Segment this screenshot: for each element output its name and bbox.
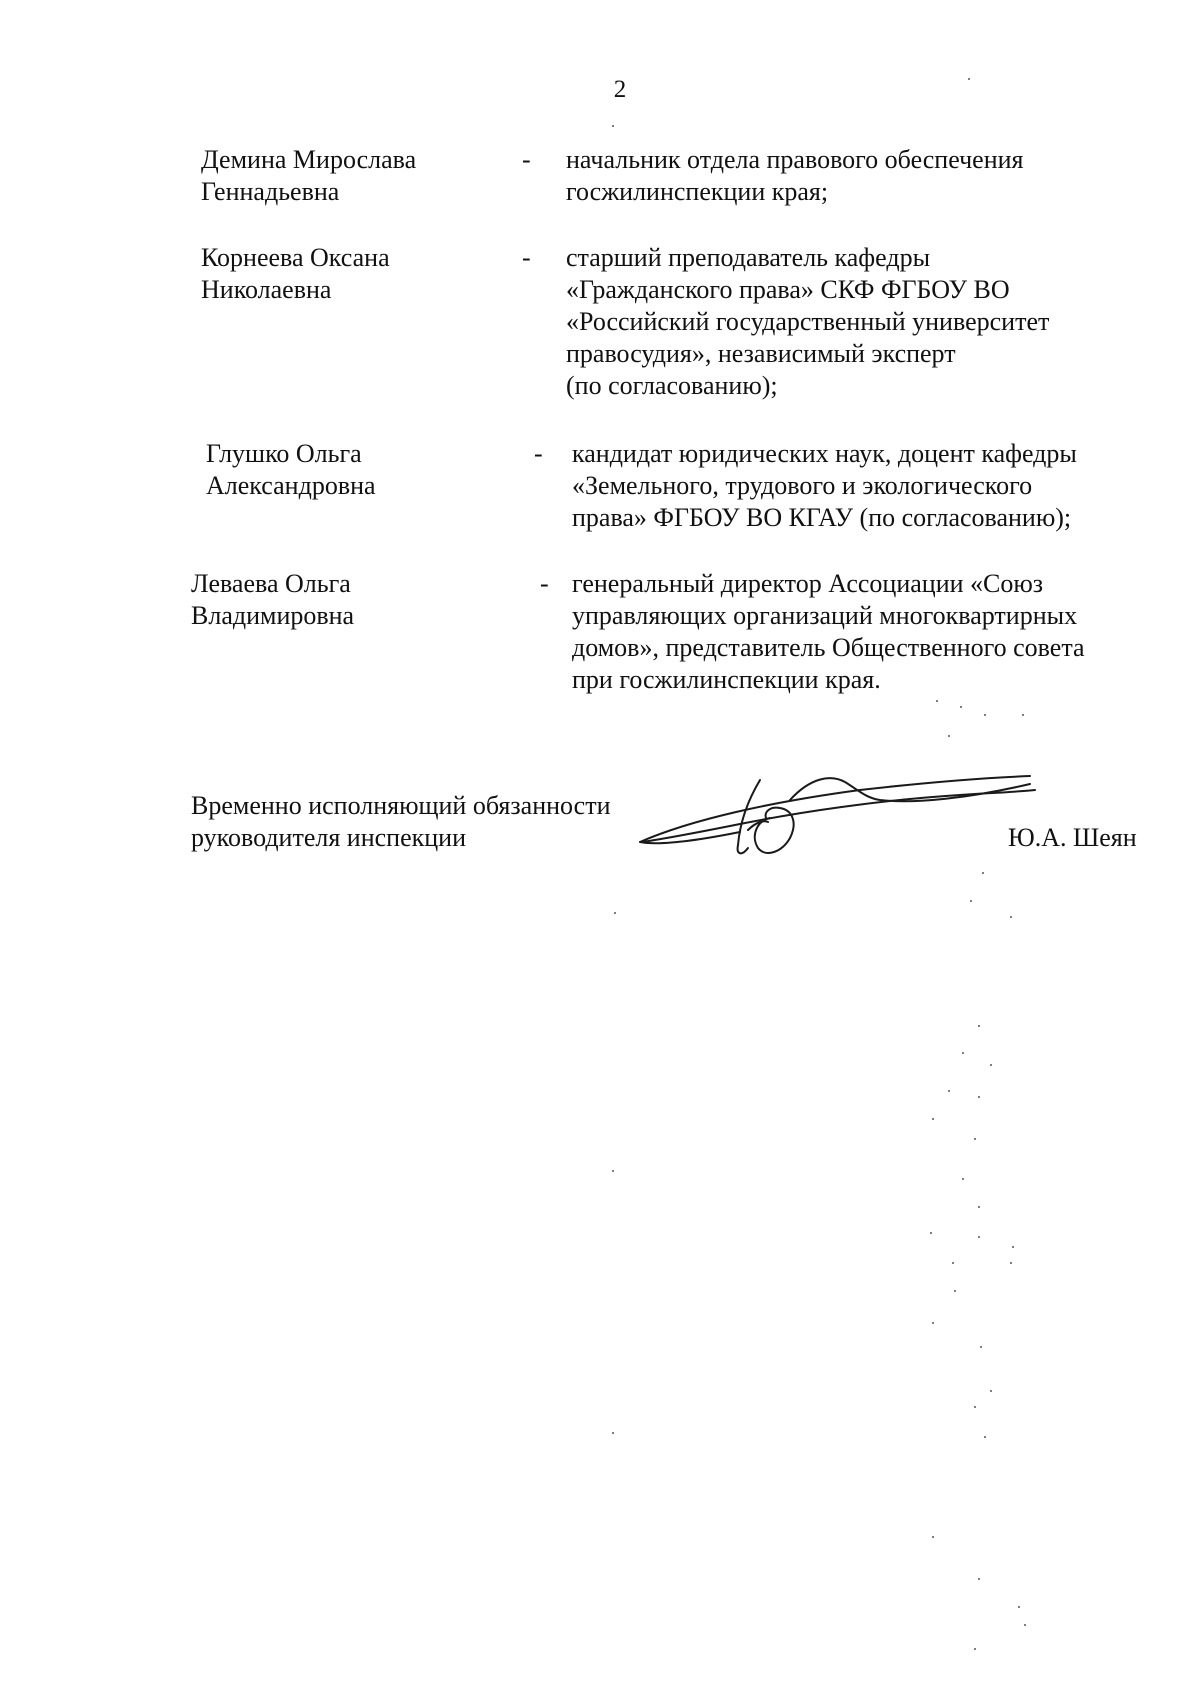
signer-name: Ю.А. Шеян xyxy=(1008,823,1137,852)
member-role: кандидат юридических наук, доцент кафедры «Земельного, трудового и экологического права» ФГБОУ ВО КГАУ (по согласованию); xyxy=(572,439,1077,532)
member-dash: - xyxy=(534,439,543,468)
member-role: старший преподаватель кафедры «Гражданского права» СКФ ФГБОУ ВО «Российский государственный университет правосудия», независимый эксперт (по согласованию); xyxy=(566,243,1050,400)
member-name: Леваева Ольга Владимировна xyxy=(191,569,355,630)
member-role: генеральный директор Ассоциации «Союз управляющих организаций многоквартирных домов», представитель Общественного совета при госжилинспекции края. xyxy=(572,569,1085,694)
member-name: Глушко Ольга Александровна xyxy=(206,439,376,500)
member-dash: - xyxy=(540,569,549,598)
member-name: Корнеева Оксана Николаевна xyxy=(201,243,390,304)
signer-position: Временно исполняющий обязанности руководителя инспекции xyxy=(191,791,611,852)
member-dash: - xyxy=(522,243,531,272)
member-role: начальник отдела правового обеспечения госжилинспекции края; xyxy=(566,145,1024,206)
handwritten-signature xyxy=(630,760,1050,880)
member-name: Демина Мирослава Геннадьевна xyxy=(201,145,417,206)
page-number: 2 xyxy=(613,76,627,103)
member-dash: - xyxy=(522,145,531,174)
